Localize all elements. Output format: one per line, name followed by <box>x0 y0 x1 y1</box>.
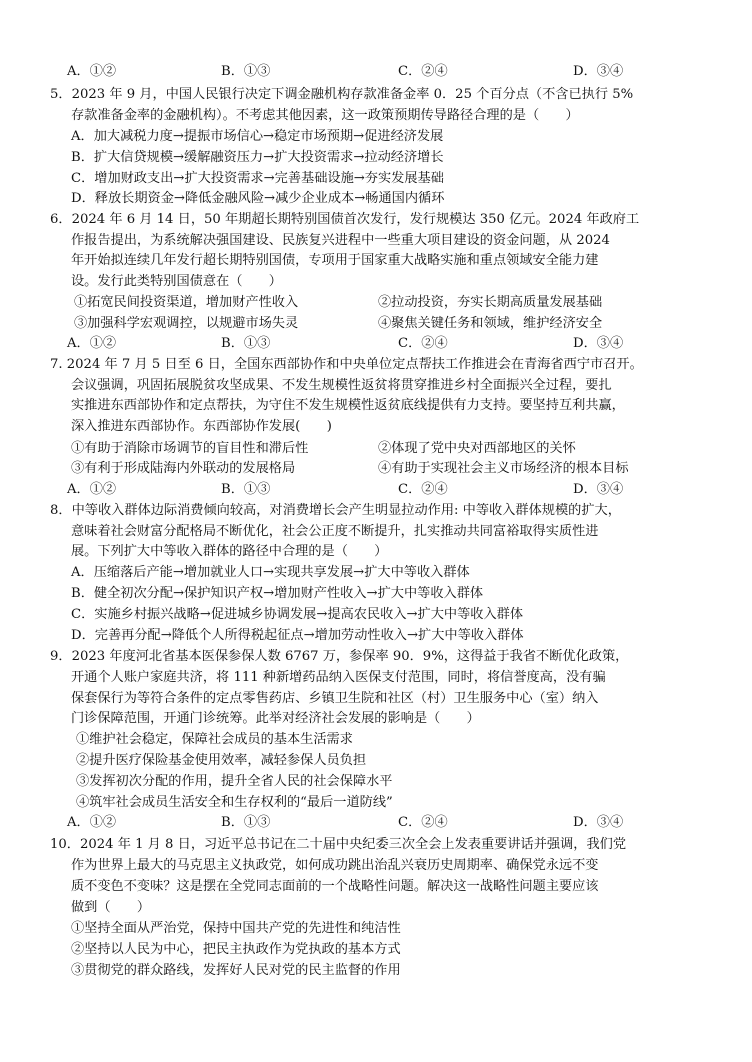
statement-1: ①维护社会稳定，保障社会成员的基本生活需求 <box>76 732 353 747</box>
question-stem-line: 作报告提出，为系统解决强国建设、民族复兴进程中一些重大项目建设的资金问题，从 2024 <box>71 233 610 248</box>
statement-3: ③贯彻党的群众路线，发挥好人民对党的民主监督的作用 <box>71 963 401 978</box>
question-stem-line: 门诊保障范围，开通门诊统筹。此举对经济社会发展的影响是（ ） <box>71 711 480 726</box>
question-stem-line: 作为世界上最大的马克思主义执政党，如何成功跳出治乱兴衰历史周期率、确保党永远不变 <box>71 858 599 873</box>
choice-a[interactable]: A．①② <box>67 482 117 497</box>
statement-1: ①有助于消除市场调节的盲目性和滞后性 <box>71 441 309 456</box>
choice-c[interactable]: C．②④ <box>398 482 448 497</box>
statement-3: ③有利于形成陆海内外联动的发展格局 <box>71 461 296 476</box>
choice-d[interactable]: D．③④ <box>573 336 624 351</box>
choice-c[interactable]: C．②④ <box>398 64 448 79</box>
option-d[interactable]: D．完善再分配→降低个人所得税起征点→增加劳动性收入→扩大中等收入群体 <box>71 628 524 643</box>
choice-b[interactable]: B．①③ <box>221 336 271 351</box>
statement-2: ②拉动投资，夯实长期高质量发展基础 <box>378 295 603 310</box>
option-d[interactable]: D．释放长期资金→降低金融风险→减少企业成本→畅通国内循环 <box>71 191 445 206</box>
option-c[interactable]: C．实施乡村振兴战略→促进城乡协调发展→提高农民收入→扩大中等收入群体 <box>71 607 524 622</box>
question-stem-line: 保套保行为等符合条件的定点零售药店、乡镇卫生院和社区（村）卫生服务中心（室）纳入 <box>71 691 599 706</box>
option-c[interactable]: C．增加财政支出→扩大投资需求→完善基础设施→夯实发展基础 <box>71 171 444 186</box>
option-a[interactable]: A．加大减税力度→提振市场信心→稳定市场预期→促进经济发展 <box>71 129 444 144</box>
question-stem-line: 质不变色不变味？这是摆在全党同志面前的一个战略性问题。解决这一战略性问题主要应该 <box>71 879 599 894</box>
statement-4: ④有助于实现社会主义市场经济的根本目标 <box>378 461 629 476</box>
statement-3: ③加强科学宏观调控，以规避市场失灵 <box>74 316 299 331</box>
statement-4: ④聚焦关键任务和领域，维护经济安全 <box>378 316 603 331</box>
option-a[interactable]: A．压缩落后产能→增加就业人口→实现共享发展→扩大中等收入群体 <box>71 565 470 580</box>
statement-1: ①坚持全面从严治党，保持中国共产党的先进性和纯洁性 <box>71 921 401 936</box>
question-stem-line: 开通个人账户家庭共济，将 111 种新增药品纳入医保支付范围，同时，将信誉度高，没有骗 <box>71 670 606 685</box>
question-stem-line: 做到（ ） <box>71 900 151 915</box>
statement-3: ③发挥初次分配的作用，提升全省人民的社会保障水平 <box>76 774 393 789</box>
choice-d[interactable]: D．③④ <box>573 482 624 497</box>
statement-4: ④筑牢社会成员生活安全和生存权利的“最后一道防线” <box>76 795 393 810</box>
question-stem-line: 会议强调，巩固拓展脱贫攻坚成果、不发生规模性返贫将贯穿推进乡村全面振兴全过程，要扎 <box>71 378 612 393</box>
question-stem-line: 设。发行此类特别国债意在（ ） <box>71 274 282 289</box>
question-stem-line: 7. 2024 年 7 月 5 日至 6 日，全国东西部协作和中央单位定点帮扶工作推进会在青海省西宁市召开。 <box>50 357 643 372</box>
choice-b[interactable]: B．①③ <box>221 64 271 79</box>
question-stem-line: 深入推进东西部协作。东西部协作发展( ) <box>71 419 332 434</box>
question-stem-line: 存款准备金率的金融机构）。不考虑其他因素，这一政策预期传导路径合理的是（ ） <box>71 108 579 123</box>
question-stem-line: 意味着社会财富分配格局不断优化，社会公正度不断提升，扎实推动共同富裕取得实质性进 <box>71 524 599 539</box>
choice-d[interactable]: D．③④ <box>573 64 624 79</box>
question-stem-line: 8．中等收入群体边际消费倾向较高，对消费增长会产生明显拉动作用: 中等收入群体规模的扩大， <box>50 503 621 518</box>
question-stem-line: 5．2023 年 9 月，中国人民银行决定下调金融机构存款准备金率 0．25 个百分点（不含已执行 5% <box>50 87 634 102</box>
question-stem-line: 展。下列扩大中等收入群体的路径中合理的是（ ） <box>71 544 388 559</box>
statement-1: ①拓宽民间投资渠道，增加财产性收入 <box>74 295 299 310</box>
question-stem-line: 实推进东西部协作和定点帮扶，为守住不发生规模性返贫底线提供有力支持。要坚持互利共赢， <box>71 398 625 413</box>
choice-c[interactable]: C．②④ <box>398 815 448 830</box>
choice-a[interactable]: A．①② <box>67 815 117 830</box>
choice-a[interactable]: A．①② <box>67 336 117 351</box>
statement-2: ②提升医疗保险基金使用效率，减轻参保人员负担 <box>76 753 367 768</box>
question-stem-line: 10．2024 年 1 月 8 日，习近平总书记在二十届中央纪委三次全会上发表重要讲话并强调，我们党 <box>50 837 627 852</box>
statement-2: ②坚持以人民为中心，把民主执政作为党执政的基本方式 <box>71 942 401 957</box>
choice-d[interactable]: D．③④ <box>573 815 624 830</box>
question-stem-line: 9．2023 年度河北省基本医保参保人数 6767 万，参保率 90．9%，这得益于我省不断优化政策， <box>50 649 629 664</box>
statement-2: ②体现了党中央对西部地区的关怀 <box>378 441 576 456</box>
question-stem-line: 年开始拟连续几年发行超长期特别国债，专项用于国家重大战略实施和重点领域安全能力建 <box>71 253 599 268</box>
question-stem-line: 6．2024 年 6 月 14 日，50 年期超长期特别国债首次发行，发行规模达 350 亿元。2024 年政府工 <box>50 212 640 227</box>
choice-a[interactable]: A．①② <box>67 64 117 79</box>
choice-b[interactable]: B．①③ <box>221 482 271 497</box>
option-b[interactable]: B．健全初次分配→保护知识产权→增加财产性收入→扩大中等收入群体 <box>71 586 484 601</box>
choice-c[interactable]: C．②④ <box>398 336 448 351</box>
choice-b[interactable]: B．①③ <box>221 815 271 830</box>
option-b[interactable]: B．扩大信贷规模→缓解融资压力→扩大投资需求→拉动经济增长 <box>71 150 444 165</box>
